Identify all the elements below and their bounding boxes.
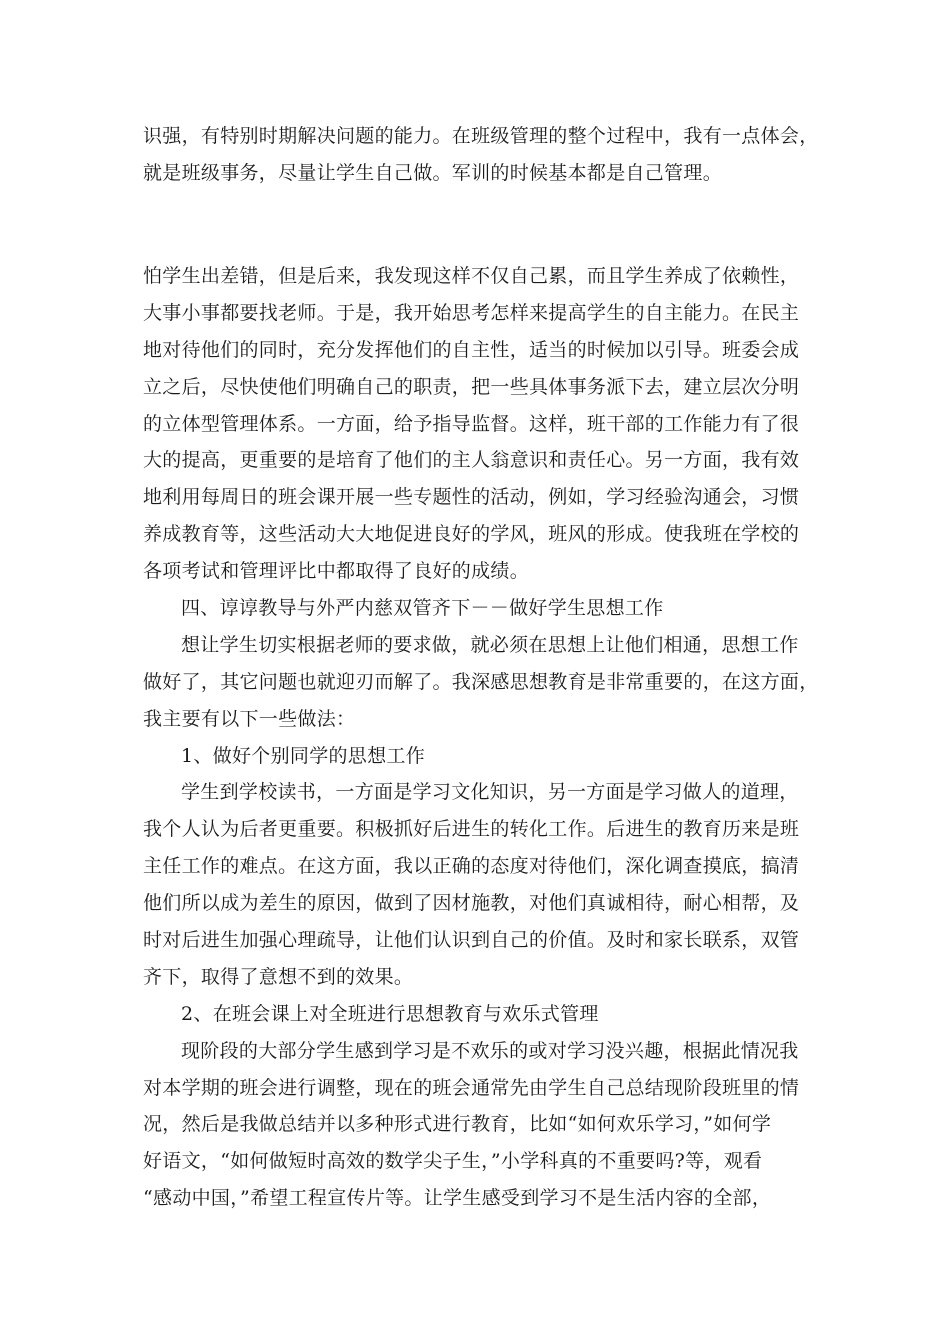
text-line: 我主要有以下一些做法：: [143, 707, 356, 730]
text-line: 立之后，尽快使他们明确自己的职责，把一些具体事务派下去，建立层次分明: [143, 375, 800, 398]
text-line: 好语文，“如何做短时高效的数学尖子生，”小学科真的不重要吗?等，观看: [143, 1150, 763, 1173]
text-line: 大事小事都要找老师。于是，我开始思考怎样来提高学生的自主能力。在民主: [143, 301, 800, 324]
text-line: 识强，有特别时期解决问题的能力。在班级管理的整个过程中，我有一点体会，: [143, 125, 819, 147]
text-line: 做好了，其它问题也就迎刃而解了。我深感思想教育是非常重要的，在这方面，: [143, 670, 819, 693]
text-line: 怕学生出差错，但是后来，我发现这样不仅自己累，而且学生养成了依赖性，: [143, 265, 800, 287]
paragraph-first-line: 1、做好个别同学的思想工作: [181, 744, 425, 767]
text-line: 我个人认为后者更重要。积极抓好后进生的转化工作。后进生的教育历来是班: [143, 818, 800, 841]
text-line: 主任工作的难点。在这方面，我以正确的态度对待他们，深化调查摸底，搞清: [143, 855, 800, 878]
text-line: “感动中国，”希望工程宣传片等。让学生感受到学习不是生活内容的全部，: [143, 1187, 772, 1210]
text-line: 大的提高，更重要的是培育了他们的主人翁意识和责任心。另一方面，我有效: [143, 449, 800, 472]
text-line: 就是班级事务，尽量让学生自己做。军训的时候基本都是自己管理。: [143, 161, 723, 184]
text-line: 养成教育等，这些活动大大地促进良好的学风，班风的形成。使我班在学校的: [143, 523, 800, 546]
text-block-top: [143, 118, 819, 192]
text-line: 各项考试和管理评比中都取得了良好的成绩。: [143, 560, 530, 583]
text-line: 地对待他们的同时，充分发挥他们的自主性，适当的时候加以引导。班委会成: [143, 338, 800, 361]
paragraph-first-line: 想让学生切实根据老师的要求做，就必须在思想上让他们相通，思想工作: [181, 633, 799, 656]
paragraph-first-line: 2、在班会课上对全班进行思想教育与欢乐式管理: [181, 1002, 599, 1025]
text-line: 他们所以成为差生的原因，做到了因材施教，对他们真诚相待，耐心相帮，及: [143, 892, 800, 915]
text-line: 况，然后是我做总结并以多种形式进行教育，比如“如何欢乐学习，”如何学: [143, 1113, 772, 1136]
paragraph-first-line: 四、谆谆教导与外严内慈双管齐下－－做好学生思想工作: [181, 597, 664, 620]
text-line: 齐下，取得了意想不到的效果。: [143, 965, 414, 988]
paragraph-first-line: 现阶段的大部分学生感到学习是不欢乐的或对学习没兴趣，根据此情况我: [181, 1039, 799, 1062]
paragraph-first-line: 学生到学校读书，一方面是学习文化知识，另一方面是学习做人的道理，: [181, 781, 799, 804]
text-block-main: [143, 258, 819, 1217]
text-line: 的立体型管理体系。一方面，给予指导监督。这样，班干部的工作能力有了很: [143, 412, 800, 435]
text-line: 地利用每周日的班会课开展一些专题性的活动，例如，学习经验沟通会，习惯: [143, 486, 800, 509]
text-line: 时对后进生加强心理疏导，让他们认识到自己的价值。及时和家长联系，双管: [143, 929, 800, 952]
text-line: 对本学期的班会进行调整，现在的班会通常先由学生自己总结现阶段班里的情: [143, 1076, 800, 1099]
